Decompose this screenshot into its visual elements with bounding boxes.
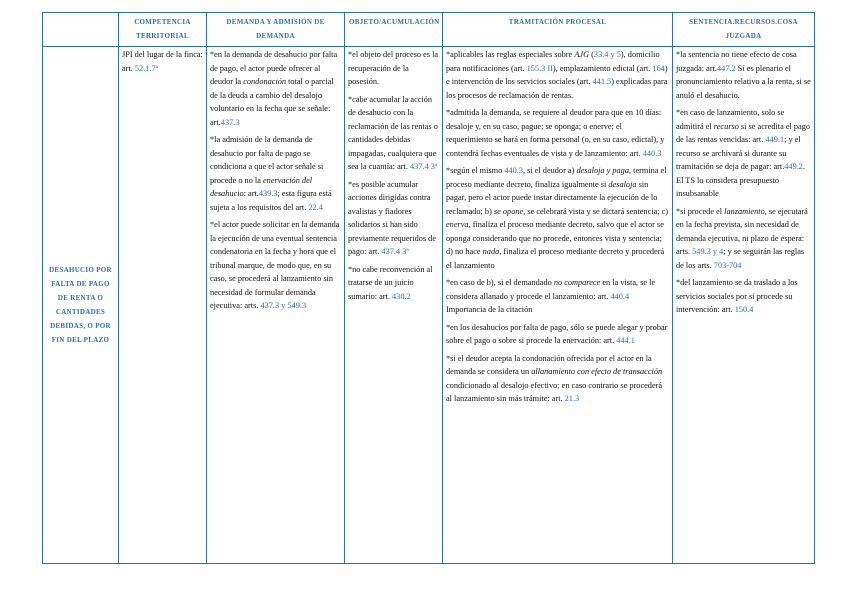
article-ref: 449.2 <box>784 162 803 171</box>
article-ref: 155.3 II <box>526 63 553 73</box>
cell-competencia <box>119 47 207 564</box>
article-ref: 438.2 <box>392 291 411 301</box>
sentencia-item: *si procede el lanzamiento, se ejecutará en la fecha prevista, sin necesidad de demanda ejecutiva, ni plazo de espera: arts. 549.3 y 4; y se seguirán las reglas de los arts. 703-704 <box>676 206 808 270</box>
article-ref: 449.1 <box>765 135 785 144</box>
sentencia-item: *del lanzamiento se da traslado a los servicios sociales por si procede su intervención: art. 150.4 <box>676 278 798 314</box>
article-ref: 440.4 <box>610 291 630 301</box>
cell-sentencia <box>673 47 815 564</box>
sentencia-item: *en caso de lanzamiento, solo se admitirá el recurso si se acredita el pago de las rentas vencidas: art. 449.1; y el recurso se archivará si durante su tramitación se deja de pagar: art.449.2. El TS lo considera presupuesto insubsanable <box>676 108 811 198</box>
tramitacion-item: *admitida la demanda, se requiere al deudor para que en 10 días: desaloje y, en su caso, pague; se oponga; o enerve; el requerimiento se hará en forma personal (o, en su caso, edictal), y contendrá fechas eventuales de vista y de lanzamiento: art. 440.3 <box>446 108 665 158</box>
tramitacion-item: *según el mismo 440.3, si el deudor a) desaloja y paga, termina el proceso mediante decreto, finaliza igualmente si desaloja sin pagar, pero el actor puede instar directamente la ejecución de lo reclamado; b) se opone, se celebrará vista y se dictará sentencia; c) enerva, finaliza el proceso mediante decreto, salvo que el actor se oponga considerando que no procede, entonces vista y sentencia; d) no hace nada, finaliza el proceso mediante decreto y procederá el lanzamiento <box>446 166 669 270</box>
competencia-entry: JPI del lugar de la finca: art. 52.1.7ª <box>122 50 203 73</box>
article-ref: 164 <box>652 63 665 73</box>
tramitacion-item: *si el deudor acepta la condonación ofrecida por el actor en la demanda se considera un allanamiento con efecto de transacción condicionado al desalojo efectivo; en caso contrario se procederá al lanzamiento sin más trámite: art. 21.3 <box>446 353 663 403</box>
article-ref: 52.1.7ª <box>134 63 158 73</box>
demanda-item: *el actor puede solicitar en la demanda la ejecución de una eventual sentencia condenatoria en la fecha y hora que el tribunal marque, de modo que, en su caso, se procederá al lanzamiento sin necesidad de formular demanda ejecutiva: arts. 437.3 y 549.3 <box>210 220 340 310</box>
objeto-item: *no cabe reconvención al tratarse de un juicio sumario: art. 438.2 <box>348 264 433 301</box>
article-ref: 22.4 <box>308 202 323 212</box>
article-ref: 444.1 <box>616 336 635 345</box>
row-label: DESAHUCIO POR FALTA DE PAGO DE RENTA O CANTIDADES DEBIDAS, O POR FIN DEL PLAZO <box>43 47 119 564</box>
article-ref: 549.3 y 4 <box>692 247 724 256</box>
demanda-item: *la admisión de la demanda de desahucio por falta de pago se condiciona a que el actor señale si procede o no la enervación del desahucio: art.439.3; esta figura está sujeta a los requisitos del art. 22.4 <box>210 135 332 212</box>
header-objeto: OBJETO/ACUMULACIÓN <box>345 13 443 47</box>
article-ref: 440.3 <box>642 148 662 158</box>
article-ref: 439.3 <box>258 189 278 198</box>
demanda-item: *en la demanda de desahucio por falta de pago, el actor puede ofrecer al deudor la condonación total o parcial de la deuda a cambio del desalojo voluntario en la fecha que se señale: art.437.3 <box>210 50 338 127</box>
procedure-table <box>42 12 815 564</box>
article-ref: 437.3 y 549.3 <box>260 301 307 310</box>
article-ref: 703-704 <box>713 260 742 270</box>
objeto-item: *el objeto del proceso es la recuperación de la posesión. <box>348 50 439 86</box>
cell-objeto <box>345 47 443 564</box>
table-row <box>43 47 815 564</box>
article-ref: 437.3 <box>220 117 240 127</box>
article-ref: 21.3 <box>564 394 580 403</box>
header-sentencia: SENTENCIA.RECURSOS.COSA JUZGADA <box>673 13 815 47</box>
header-tramitacion: TRAMITACIÓN PROCESAL <box>443 13 673 47</box>
tramitacion-item: *en caso de b), si el demandado no comparece en la vista, se le considera allanado y procede el lanzamiento: art. 440.4 Importancia de la citación <box>446 278 656 314</box>
header-demanda: DEMANDA Y ADMISIÓN DE DEMANDA <box>207 13 345 47</box>
header-row <box>43 13 815 47</box>
article-ref: 33.4 y 5 <box>593 50 621 59</box>
article-ref: 150.4 <box>734 305 754 314</box>
article-ref: 437.4 3ª <box>381 247 409 256</box>
header-competencia: COMPETENCIA TERRITORIAL <box>119 13 207 47</box>
cell-demanda <box>207 47 345 564</box>
objeto-item: *es posible acumular acciones dirigidas contra avalistas y fiadores solidarios si han sido previamente requeridos de pago: art. 437.4 3ª <box>348 179 437 256</box>
header-blank <box>43 13 119 47</box>
article-ref: 447.2 <box>717 63 736 73</box>
objeto-item: *cabe acumular la acción de desahucio con la reclamación de las rentas o cantidades debidas impagadas, cualquiera que sea la cuantía: art. 437.4 3ª <box>348 94 438 171</box>
article-ref: 437.4 3ª <box>409 162 438 171</box>
cell-tramitacion <box>443 47 673 564</box>
sentencia-item: *la sentencia no tiene efecto de cosa juzgada: art.447.2 Sí es plenario el pronunciamiento relativo a la renta, si se anuló el desahucio. <box>676 50 811 100</box>
article-ref: 441.5 <box>592 77 612 86</box>
article-ref: 440.3 <box>504 166 523 175</box>
tramitacion-item: *aplicables las reglas especiales sobre AJG (33.4 y 5), domicilio para notificaciones (art. 155.3 II), emplazamiento edictal (art. 164) e intervención de los servicios sociales (art. 441.5) explicadas para los procesos de reclamación de rentas. <box>446 50 668 100</box>
tramitacion-item: *en los desahucios por falta de pago, sólo se puede alegar y probar sobre el pago o sobre si procede la enervación: art. 444.1 <box>446 322 668 345</box>
